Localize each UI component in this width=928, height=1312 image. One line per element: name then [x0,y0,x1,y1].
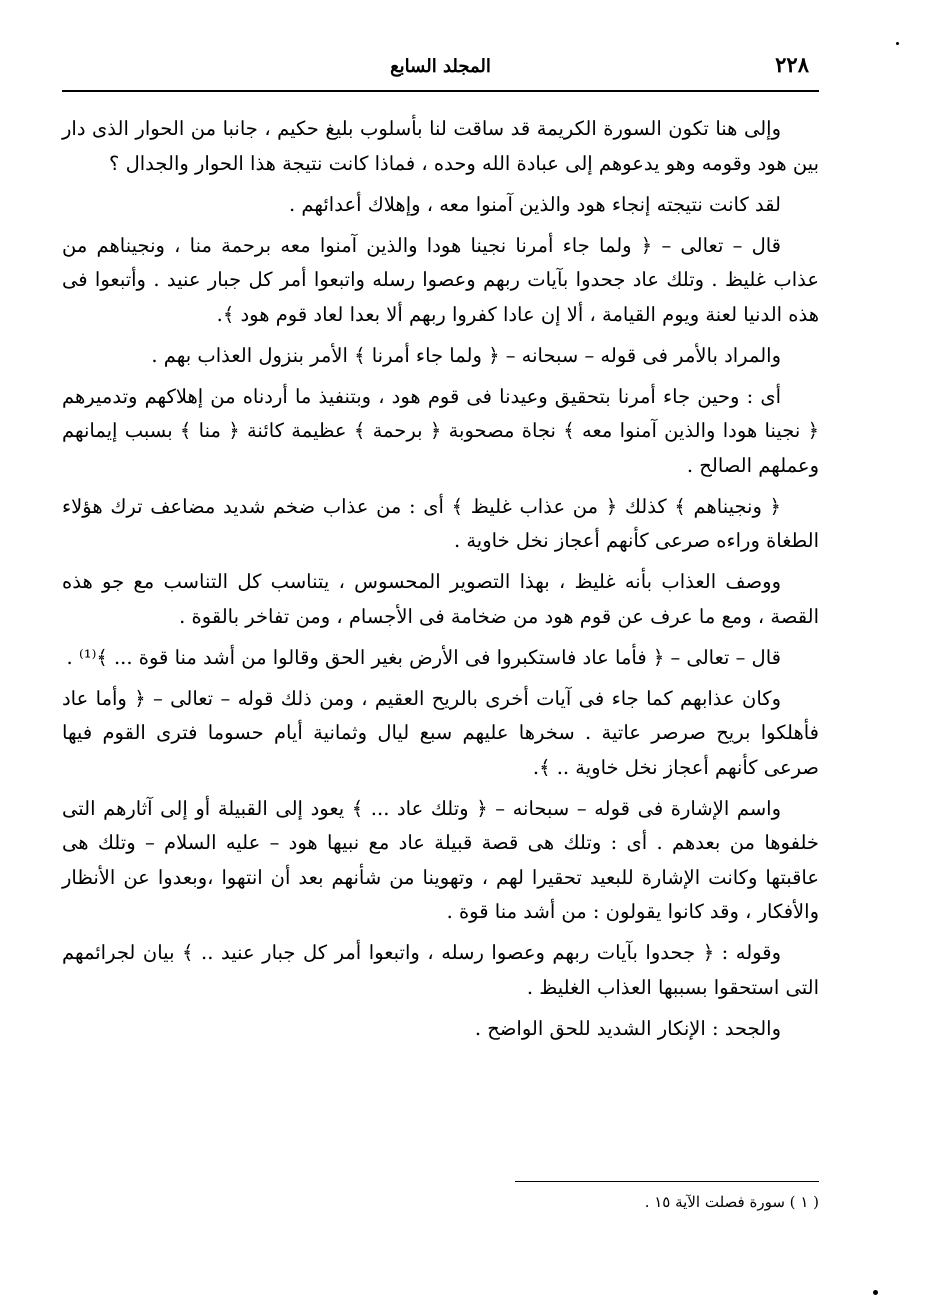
body-text [62,112,819,1053]
scan-speck [873,1290,878,1295]
paragraph: وكان عذابهم كما جاء فى آيات أخرى بالريح العقيم ، ومن ذلك قوله – تعالى – ﴿ وأما عاد فأهلكوا بريح صرصر عاتية . سخرها عليهم سبع ليال وثمانية أيام حسوما فترى القوم فيها صرعى كأنهم أعجاز نخل خاوية .. ﴾. [62,686,819,779]
paragraph: ﴿ ونجيناهم ﴾ كذلك ﴿ من عذاب غليظ ﴾ أى : من عذاب ضخم شديد مضاعف ترك هؤلاء الطغاة وراءه صرعى كأنهم أعجاز نخل خاوية . [62,494,819,552]
paragraph: وقوله : ﴿ جحدوا بآيات ربهم وعصوا رسله ، واتبعوا أمر كل جبار عنيد .. ﴾ بيان لجرائمهم التى استحقوا بسببها العذاب الغليظ . [62,941,819,999]
paragraph: واسم الإشارة فى قوله – سبحانه – ﴿ وتلك عاد ... ﴾ يعود إلى القبيلة أو إلى آثارهم التى خلفوها من بعدهم . أى : وتلك هى قصة قبيلة عاد مع نبيها هود – عليه السلام – وتلك هى عاقبتها وكانت الإشارة للبعيد تحقيرا لهم ، وتهوينا من شأنهم بعد أن انتهوا ،وبعدوا عن الأنظار والأفكار ، وقد كانوا يقولون : من أشد منا قوة . [62,796,819,923]
running-title: المجلد السابع [390,56,491,77]
paragraph: والجحد : الإنكار الشديد للحق الواضح . [474,1016,781,1040]
paragraph: والمراد بالأمر فى قوله – سبحانه – ﴿ ولما جاء أمرنا ﴾ الأمر بنزول العذاب بهم . [151,343,781,367]
paragraph: قال – تعالى – ﴿ ولما جاء أمرنا نجينا هودا والذين آمنوا معه برحمة منا ، ونجيناهم من عذاب غليظ . وتلك عاد جحدوا بآيات ربهم وعصوا رسله واتبعوا أمر كل جبار عنيد . وأتبعوا فى هذه الدنيا لعنة ويوم القيامة ، ألا إن عادا كفروا ربهم ألا بعدا لعاد قوم هود ﴾. [62,233,819,326]
paragraph: وإلى هنا تكون السورة الكريمة قد ساقت لنا بأسلوب بليغ حكيم ، جانبا من الحوار الذى دار بين هود وقومه وهو يدعوهم إلى عبادة الله وحده ، فماذا كانت نتيجة هذا الحوار والجدال ؟ [62,117,819,175]
paragraph: ووصف العذاب بأنه غليظ ، بهذا التصوير المحسوس ، يتناسب كل التناسب مع جو هذه القصة ، ومع ما عرف عن قوم هود من ضخامة فى الأجسام ، ومن تفاخر بالقوة . [62,570,819,628]
paragraph: قال – تعالى – ﴿ فأما عاد فاستكبروا فى الأرض بغير الحق وقالوا من أشد منا قوة ... ﴾⁽¹⁾ . [66,645,781,669]
footnote: ( ١ ) سورة فصلت الآية ١٥ . [644,1193,819,1211]
paragraph: أى : وحين جاء أمرنا بتحقيق وعيدنا فى قوم هود ، وبتنفيذ ما أردناه من إهلاكهم وتدميرهم ﴿ نجينا هودا والذين آمنوا معه ﴾ نجاة مصحوبة ﴿ برحمة ﴾ عظيمة كائنة ﴿ منا ﴾ بسبب إيمانهم وعملهم الصالح . [62,384,819,477]
paragraph: لقد كانت نتيجته إنجاء هود والذين آمنوا معه ، وإهلاك أعدائهم . [289,192,781,216]
footnote-divider [515,1181,819,1182]
page-header [62,52,819,92]
scan-speck [896,42,899,45]
page-number: ٢٢٨ [775,52,809,77]
